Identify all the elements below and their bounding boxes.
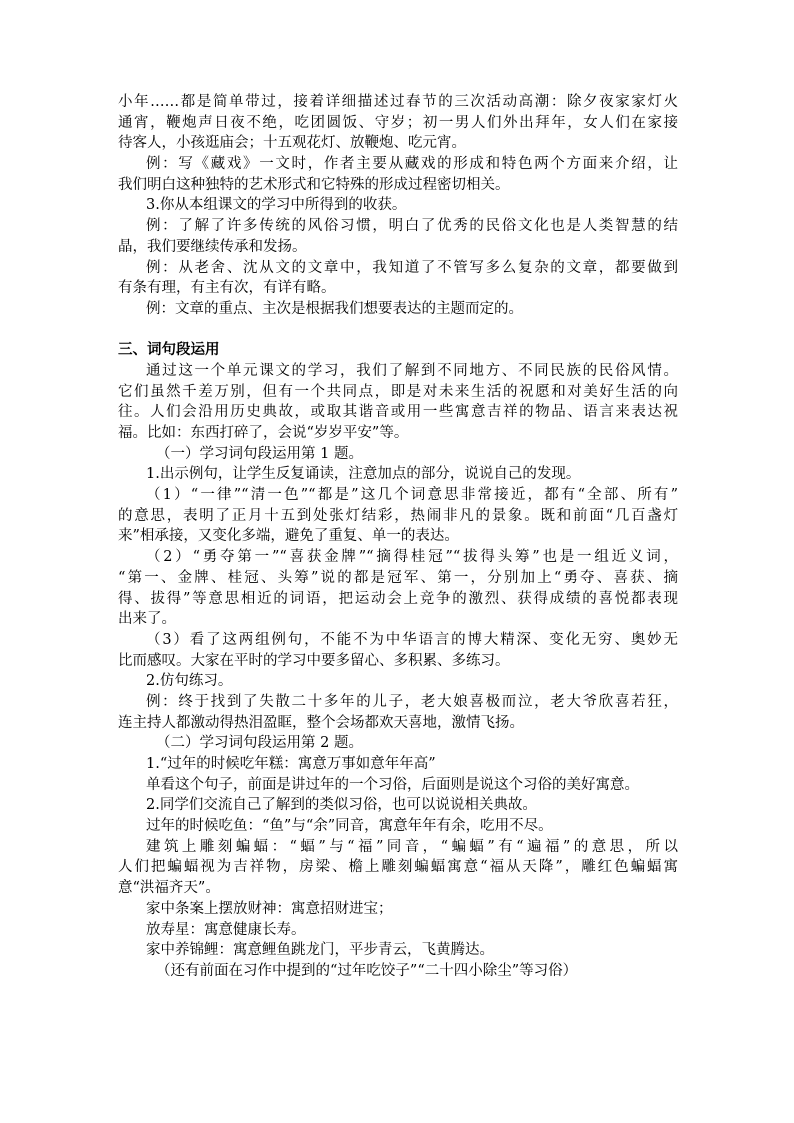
paragraph-line: 来”相承接，又变化多端，避免了重复、单一的表达。	[118, 528, 459, 545]
paragraph-line: 例：写《藏戏》一文时，作者主要从藏戏的形成和特色两个方面来介绍，让	[146, 156, 678, 173]
paragraph-line: 1.出示例句，让学生反复诵读，注意加点的部分，说说自己的发现。	[146, 466, 581, 483]
paragraph-line: 例：从老舍、沈从文的文章中，我知道了不管写多么复杂的文章，都要做到	[146, 259, 678, 276]
subsection-heading: （二）学习词句段运用第 2 题。	[156, 735, 363, 752]
paragraph-line: 出来了。	[118, 611, 176, 628]
paragraph-line: 小年……都是简单带过，接着详细描述过春节的三次活动高潮：除夕夜家家灯火	[118, 94, 678, 110]
paragraph-line: “第一、金牌、桂冠、头筹”说的都是冠军、第一，分别加上“勇夺、喜获、摘	[118, 569, 678, 586]
paragraph-line: 通过这一个单元课文的学习，我们了解到不同地方、不同民族的民俗风情。	[146, 362, 678, 379]
paragraph-line: （1）“一律”“清一色”“都是”这几个词意思非常接近，都有“全部、所有”	[146, 487, 678, 504]
paragraph-line: 的意思，表明了正月十五到处张灯结彩，热闹非凡的景象。既和前面“几百盏灯	[118, 507, 678, 524]
paragraph-line: 2.同学们交流自己了解到的类似习俗，也可以说说相关典故。	[146, 797, 537, 814]
paragraph-line: 1.“过年的时候吃年糕：寓意万事如意年年高”	[146, 756, 436, 772]
paragraph-line: 晶，我们要继续传承和发扬。	[118, 238, 307, 255]
paragraph-line: 得、拔得”等意思相近的词语，把运动会上竞争的激烈、获得成绩的喜悦都表现	[118, 590, 678, 607]
paragraph-line: 人们把蝙蝠视为吉祥物，房梁、檐上雕刻蝙蝠寓意“福从天降”，雕红色蝙蝠寓	[118, 859, 678, 876]
paragraph-line: 建筑上雕刻蝙蝠：“蝠”与“福”同音，“蝙蝠”有“遍福”的意思，所以	[146, 838, 678, 855]
paragraph-line: 通宵，鞭炮声日夜不绝，吃团圆饭、守岁；初一男人们外出拜年，女人们在家接	[118, 114, 678, 131]
paragraph-line: 例：文章的重点、主次是根据我们想要表达的主题而定的。	[146, 300, 523, 317]
paragraph-line: 比而感叹。大家在平时的学习中要多留心、多积累、多练习。	[118, 652, 510, 669]
paragraph-line: 待客人，小孩逛庙会；十五观花灯、放鞭炮、吃元宵。	[118, 135, 466, 152]
paragraph-line: 例：终于找到了失散二十多年的儿子，老大娘喜极而泣，老大爷欣喜若狂，	[146, 693, 678, 710]
section-gap	[118, 320, 678, 341]
paragraph-line: 我们明白这种独特的艺术形式和它特殊的形成过程密切相关。	[118, 176, 510, 193]
paragraph-line: 家中条案上摆放财神：寓意招财进宝；	[146, 900, 393, 917]
paragraph-line: 连主持人都激动得热泪盈眶，整个会场都欢天喜地，激情飞扬。	[118, 714, 524, 731]
paragraph-line: 福。比如：东西打碎了，会说“岁岁平安”等。	[118, 425, 409, 441]
question-line: 2.仿句练习。	[146, 673, 233, 690]
paragraph-line: 它们虽然千差万别，但有一个共同点，即是对未来生活的祝愿和对美好生活的向	[118, 383, 678, 400]
document-page	[118, 92, 678, 982]
paragraph-line: （还有前面在习作中提到的“过年吃饺子”“二十四小除尘”等习俗）	[156, 962, 578, 979]
paragraph-line: （3）看了这两组例句，不能不为中华语言的博大精深、变化无穷、奥妙无	[146, 631, 678, 648]
paragraph-line: 过年的时候吃鱼：“鱼”与“余”同音，寓意年年有余，吃用不尽。	[146, 818, 553, 835]
subsection-heading: （一）学习词句段运用第 1 题。	[156, 445, 363, 462]
paragraph-line: 有条有理，有主有次，有详有略。	[118, 280, 336, 297]
paragraph-line: 单看这个句子，前面是讲过年的一个习俗，后面则是说这个习俗的美好寓意。	[146, 776, 639, 793]
paragraph-line: （2）“勇夺第一”“喜获金牌”“摘得桂冠”“拔得头筹”也是一组近义词，	[146, 549, 678, 566]
paragraph-line: 家中养锦鲤：寓意鲤鱼跳龙门，平步青云，飞黄腾达。	[146, 942, 494, 959]
paragraph-line: 意“洪福齐天”。	[118, 880, 220, 897]
section-heading: 三、词句段运用	[118, 342, 220, 359]
paragraph-line: 放寿星：寓意健康长寿。	[146, 921, 306, 938]
paragraph-line: 例：了解了许多传统的风俗习惯，明白了优秀的民俗文化也是人类智慧的结	[146, 218, 678, 235]
paragraph-line: 往。人们会沿用历史典故，或取其谐音或用一些寓意吉祥的物品、语言来表达祝	[118, 404, 678, 421]
question-line: 3.你从本组课文的学习中所得到的收获。	[146, 197, 407, 214]
